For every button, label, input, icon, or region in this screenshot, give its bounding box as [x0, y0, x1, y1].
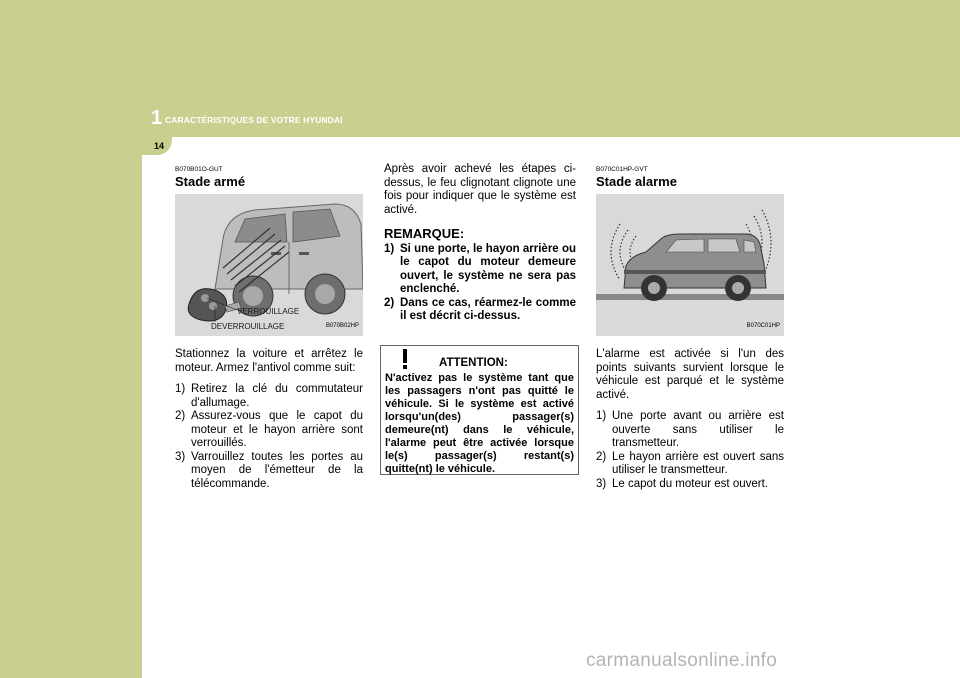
section-code: B070C01HP-GVT	[596, 166, 648, 173]
list-text: Une porte avant ou arrière est ouverte sans utiliser le transmetteur.	[612, 410, 784, 449]
list-number: 1)	[384, 242, 395, 255]
alarm-conditions-list	[596, 410, 784, 491]
list-number: 1)	[596, 410, 607, 422]
list-text: Retirez la clé du commutateur d'allumage.	[191, 383, 363, 409]
list-item	[596, 451, 784, 478]
list-number: 2)	[175, 410, 186, 422]
section-title: Stade armé	[175, 174, 246, 189]
figure-label-lock: VERROUILLAGE	[237, 307, 300, 316]
remark-title: REMARQUE:	[384, 226, 465, 241]
alarm-intro: L'alarme est activée si l'un des points suivants survient lorsque le véhicule est parqué et le système activé.	[596, 348, 784, 401]
figure-label-unlock: DEVERROUILLAGE	[211, 322, 285, 331]
armed-steps-list	[175, 383, 363, 491]
right-column	[596, 160, 784, 491]
list-number: 2)	[384, 296, 395, 309]
list-text: Assurez-vous que le capot du moteur et le hayon arrière sont verrouillés.	[191, 410, 363, 449]
attention-header	[385, 350, 574, 370]
left-margin-band	[0, 137, 142, 678]
chapter-number: 1	[151, 107, 163, 129]
list-text: Dans ce cas, réarmez-le comme il est décrit ci-dessus.	[400, 296, 576, 322]
list-text: Si une porte, le hayon arrière ou le capot du moteur demeure ouvert, le système ne sera pas enclenché.	[400, 242, 576, 295]
armed-intro: Stationnez la voiture et arrêtez le moteur. Armez l'antivol comme suit:	[175, 348, 363, 374]
figure-code: B070B02HP	[325, 322, 359, 329]
alarm-stage-figure	[596, 194, 784, 336]
attention-title: ATTENTION:	[439, 357, 508, 369]
list-item	[596, 478, 784, 492]
list-text: Le hayon arrière est ouvert sans utiliser le transmetteur.	[612, 450, 784, 476]
attention-box	[380, 345, 579, 475]
list-text: Varrouillez toutes les portes au moyen de l'émetteur de la télécommande.	[191, 450, 363, 490]
section-title: Stade alarme	[596, 174, 677, 189]
figure-code: B070C01HP	[746, 322, 780, 329]
middle-column	[384, 163, 576, 324]
watermark: carmanualsonline.info	[586, 650, 778, 671]
chapter-title: CARACTÉRISTIQUES DE VOTRE HYUNDAI	[165, 115, 343, 125]
warning-icon	[394, 348, 416, 370]
list-number: 3)	[596, 477, 607, 490]
activation-paragraph: Après avoir achevé les étapes ci-dessus, le feu clignotant clignote une fois pour indiquer que le système est activé.	[384, 163, 576, 216]
list-text: Le capot du moteur est ouvert.	[612, 477, 768, 490]
armed-stage-figure	[175, 194, 363, 336]
page-number: 14	[154, 141, 165, 151]
list-item	[384, 297, 576, 324]
list-number: 2)	[596, 450, 607, 463]
list-number: 3)	[175, 450, 186, 463]
remark-list	[384, 243, 576, 324]
list-item	[175, 410, 363, 451]
section-code: B070B01O-GUT	[175, 166, 223, 173]
list-number: 1)	[175, 383, 186, 395]
list-item	[384, 243, 576, 297]
list-item	[596, 410, 784, 451]
list-item	[175, 383, 363, 410]
car-alarm-illustration	[596, 194, 784, 336]
list-item	[175, 451, 363, 492]
header-band	[0, 0, 960, 137]
left-column	[175, 160, 363, 491]
attention-text: N'activez pas le système tant que les passagers n'ont pas quitté le véhicule. Si le système est activé lorsqu'un(des) passager(s) demeure(nt) dans le véhicule, l'alarme peut être activée lorsque le(s) passager(s) restant(s) quitte(nt) le véhicule.	[385, 372, 574, 475]
